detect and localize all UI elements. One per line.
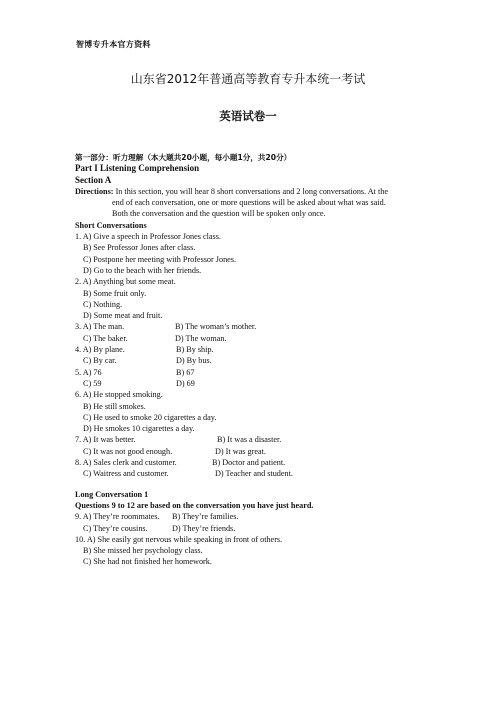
q1-option-c: C) Postpone her meeting with Professor Jones. (83, 254, 237, 264)
q4-option-b: B) By ship. (176, 345, 214, 355)
exam-title: 山东省2012年普通高等教育专升本统一考试 (130, 72, 366, 86)
q8-option-b: B) Doctor and patient. (212, 458, 286, 468)
directions-label: Directions: (75, 186, 114, 196)
q3-option-a: 3. A) The man. (75, 322, 125, 332)
directions-line-3: Both the conversation and the question will be spoken only once. (112, 209, 326, 219)
q8-row-2 (75, 468, 431, 479)
q9-option-a: 9. A) They’re roommates. (75, 512, 160, 522)
q7-row-2 (75, 446, 431, 457)
directions-line-2: end of each conversation, one or more questions will be asked about what was said. (112, 198, 386, 208)
q8-option-d: D) Teacher and student. (215, 469, 293, 479)
header-note: 智博专升本官方资料 (76, 40, 151, 49)
part-title: Part I Listening Comprehension (75, 163, 200, 174)
q5-option-c: C) 59 (83, 378, 102, 388)
q4-option-d: D) By bus. (176, 356, 212, 366)
q9-option-b: B) They’re families. (172, 512, 239, 522)
q3-option-c: C) The baker. (83, 333, 128, 343)
q10-option-a: 10. A) She easily got nervous while speaking in front of others. (75, 534, 283, 544)
q5-row-1 (75, 367, 431, 378)
q8-option-c: C) Waitress and customer. (83, 469, 169, 479)
q3-row-1 (75, 321, 431, 332)
q10-option-b: B) She missed her psychology class. (83, 546, 203, 556)
q10-option-c: C) She had not finished her homework. (83, 557, 212, 567)
paper-subtitle: 英语试卷一 (219, 109, 277, 123)
q9-option-d: D) They’re friends. (172, 523, 236, 533)
q4-row-1 (75, 344, 431, 355)
q4-option-c: C) By car. (83, 356, 117, 366)
q9-option-c: C) They’re cousins. (83, 523, 148, 533)
q4-option-a: 4. A) By plane. (75, 345, 125, 355)
q2-option-c: C) Nothing. (83, 299, 123, 309)
q8-row-1 (75, 457, 431, 468)
section-title: Section A (75, 174, 112, 185)
q5-row-2 (75, 378, 431, 389)
exam-content (75, 152, 431, 568)
short-conversations-title: Short Conversations (75, 220, 147, 230)
q6-option-a: 6. A) He stopped smoking. (75, 390, 163, 400)
q2-option-d: D) Some meat and fruit. (83, 311, 163, 321)
directions-text-1: In this section, you will hear 8 short conversations and 2 long conversations. At the (115, 186, 388, 196)
q2-option-b: B) Some fruit only. (83, 288, 147, 298)
q3-row-2 (75, 333, 431, 344)
q1-option-d: D) Go to the beach with her friends. (83, 265, 202, 275)
q7-option-a: 7. A) It was better. (75, 435, 136, 445)
q6-option-b: B) He still smokes. (83, 401, 146, 411)
q9-row-2 (75, 523, 431, 534)
q2-option-a: 2. A) Anything but some meat. (75, 277, 176, 287)
q6-option-c: C) He used to smoke 20 cigarettes a day. (83, 412, 217, 422)
q4-row-2 (75, 355, 431, 366)
q5-option-a: 5. A) 76 (75, 367, 102, 377)
q3-option-b: B) The woman’s mother. (175, 322, 257, 332)
long-conversation-title: Long Conversation 1 (75, 489, 149, 499)
q1-option-a: 1. A) Give a speech in Professor Jones class. (75, 232, 221, 242)
q5-option-d: D) 69 (176, 378, 195, 388)
q7-option-c: C) It was not good enough. (83, 446, 173, 456)
q3-option-d: D) The woman. (175, 333, 227, 343)
q6-option-d: D) He smokes 10 cigarettes a day. (83, 424, 195, 434)
q7-row-1 (75, 434, 431, 445)
q1-option-b: B) See Professor Jones after class. (83, 243, 196, 253)
q7-option-d: D) It was great. (215, 446, 266, 456)
long-conversation-instruction: Questions 9 to 12 are based on the conversation you have just heard. (75, 500, 314, 510)
q5-option-b: B) 67 (176, 367, 195, 377)
q9-row-1 (75, 511, 431, 522)
q7-option-b: B) It was a disaster. (217, 435, 282, 445)
q8-option-a: 8. A) Sales clerk and customer. (75, 458, 177, 468)
directions-line-1 (75, 186, 431, 197)
part1-heading: 第一部分：听力理解（本大题共20小题，每小题1分，共20分） (75, 153, 292, 162)
